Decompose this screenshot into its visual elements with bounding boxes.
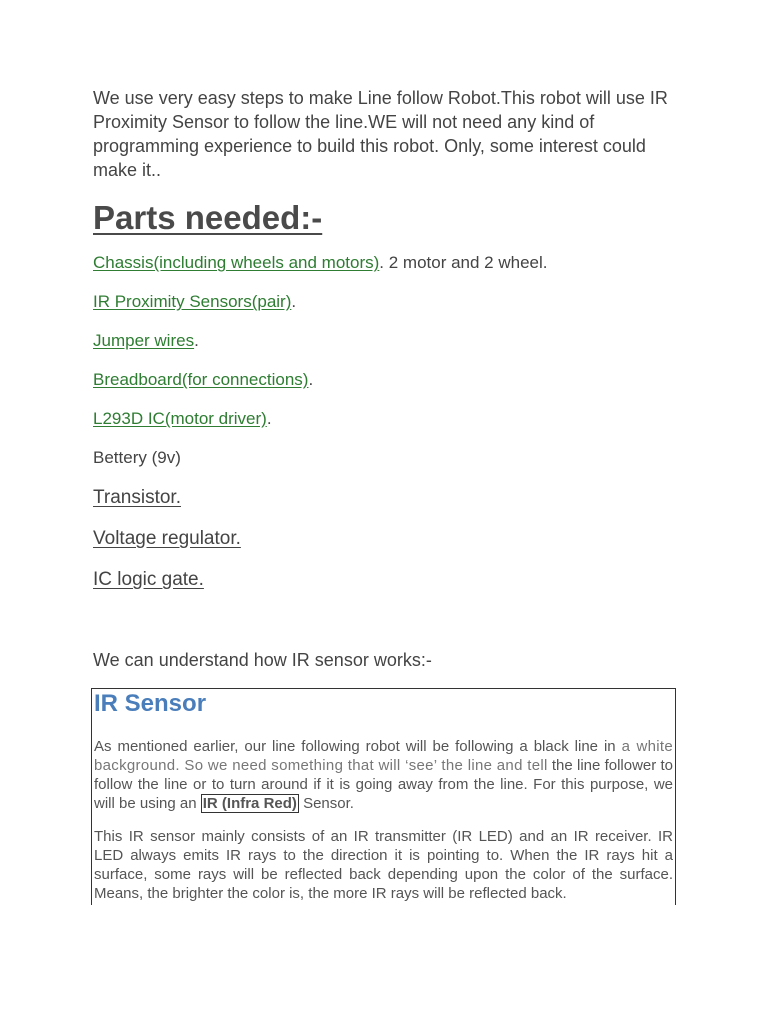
- part-link-breadboard[interactable]: Breadboard(for connections): [93, 370, 309, 389]
- document-page: [93, 86, 679, 609]
- ir-p1-light: a white background. So we need something that will ‘see’ the line and tell: [94, 738, 673, 774]
- ir-p1-start: As mentioned earlier, our line following robot will be following a black line in: [94, 738, 616, 755]
- part-link-ir-sensors[interactable]: IR Proximity Sensors(pair): [93, 292, 292, 311]
- part-item-battery: [93, 447, 679, 469]
- part-item-motor-driver: [93, 408, 679, 430]
- intro-paragraph: We use very easy steps to make Line follow Robot.This robot will use IR Proximity Sensor to follow the line.WE will not need any kind of programming experience to build this robot. Only, some interest could make it..: [93, 88, 668, 180]
- part-item-chassis: [93, 252, 679, 274]
- part-item-voltage-regulator: [93, 527, 679, 551]
- logic-gate-text: IC logic gate.: [93, 569, 204, 590]
- ir-lead-text: We can understand how IR sensor works:-: [93, 650, 432, 670]
- ir-sensor-title: IR Sensor: [94, 690, 207, 717]
- part-suffix: .: [194, 331, 199, 350]
- voltage-regulator-text: Voltage regulator.: [93, 528, 241, 549]
- ir-paragraph-1: [94, 737, 673, 813]
- part-suffix: . 2 motor and 2 wheel.: [379, 253, 548, 272]
- part-item-breadboard: [93, 369, 679, 391]
- part-item-ir-sensors: [93, 291, 679, 313]
- ir-p1-cont: the line follower to follow the line or to turn around if it is going away from the line. For this purpose, we will be using an: [94, 757, 674, 812]
- part-link-motor-driver[interactable]: L293D IC(motor driver): [93, 409, 267, 428]
- parts-heading: Parts needed:-: [93, 199, 323, 236]
- part-item-jumper-wires: [93, 330, 679, 352]
- part-suffix: .: [291, 292, 297, 311]
- part-suffix: .: [308, 370, 314, 389]
- parts-list: [93, 252, 679, 592]
- battery-text: Bettery (9v): [93, 448, 181, 467]
- part-item-logic-gate: [93, 568, 679, 592]
- ir-sensor-box: [91, 688, 676, 905]
- ir-p1-end: Sensor.: [303, 795, 354, 812]
- ir-paragraph-2: This IR sensor mainly consists of an IR transmitter (IR LED) and an IR receiver. IR LED always emits IR rays to the direction it is pointing to. When the IR rays hit a surface, some rays will be reflected back depending upon the color of the surface. Means, the brighter the color is, the more IR rays will be reflected back.: [94, 828, 673, 902]
- part-link-chassis[interactable]: Chassis(including wheels and motors): [93, 253, 380, 272]
- part-link-jumper-wires[interactable]: Jumper wires: [93, 331, 195, 350]
- part-item-transistor: [93, 486, 679, 510]
- transistor-text: Transistor.: [93, 487, 181, 508]
- part-suffix: .: [266, 409, 272, 428]
- ir-infra-red-highlight: IR (Infra Red): [202, 795, 297, 812]
